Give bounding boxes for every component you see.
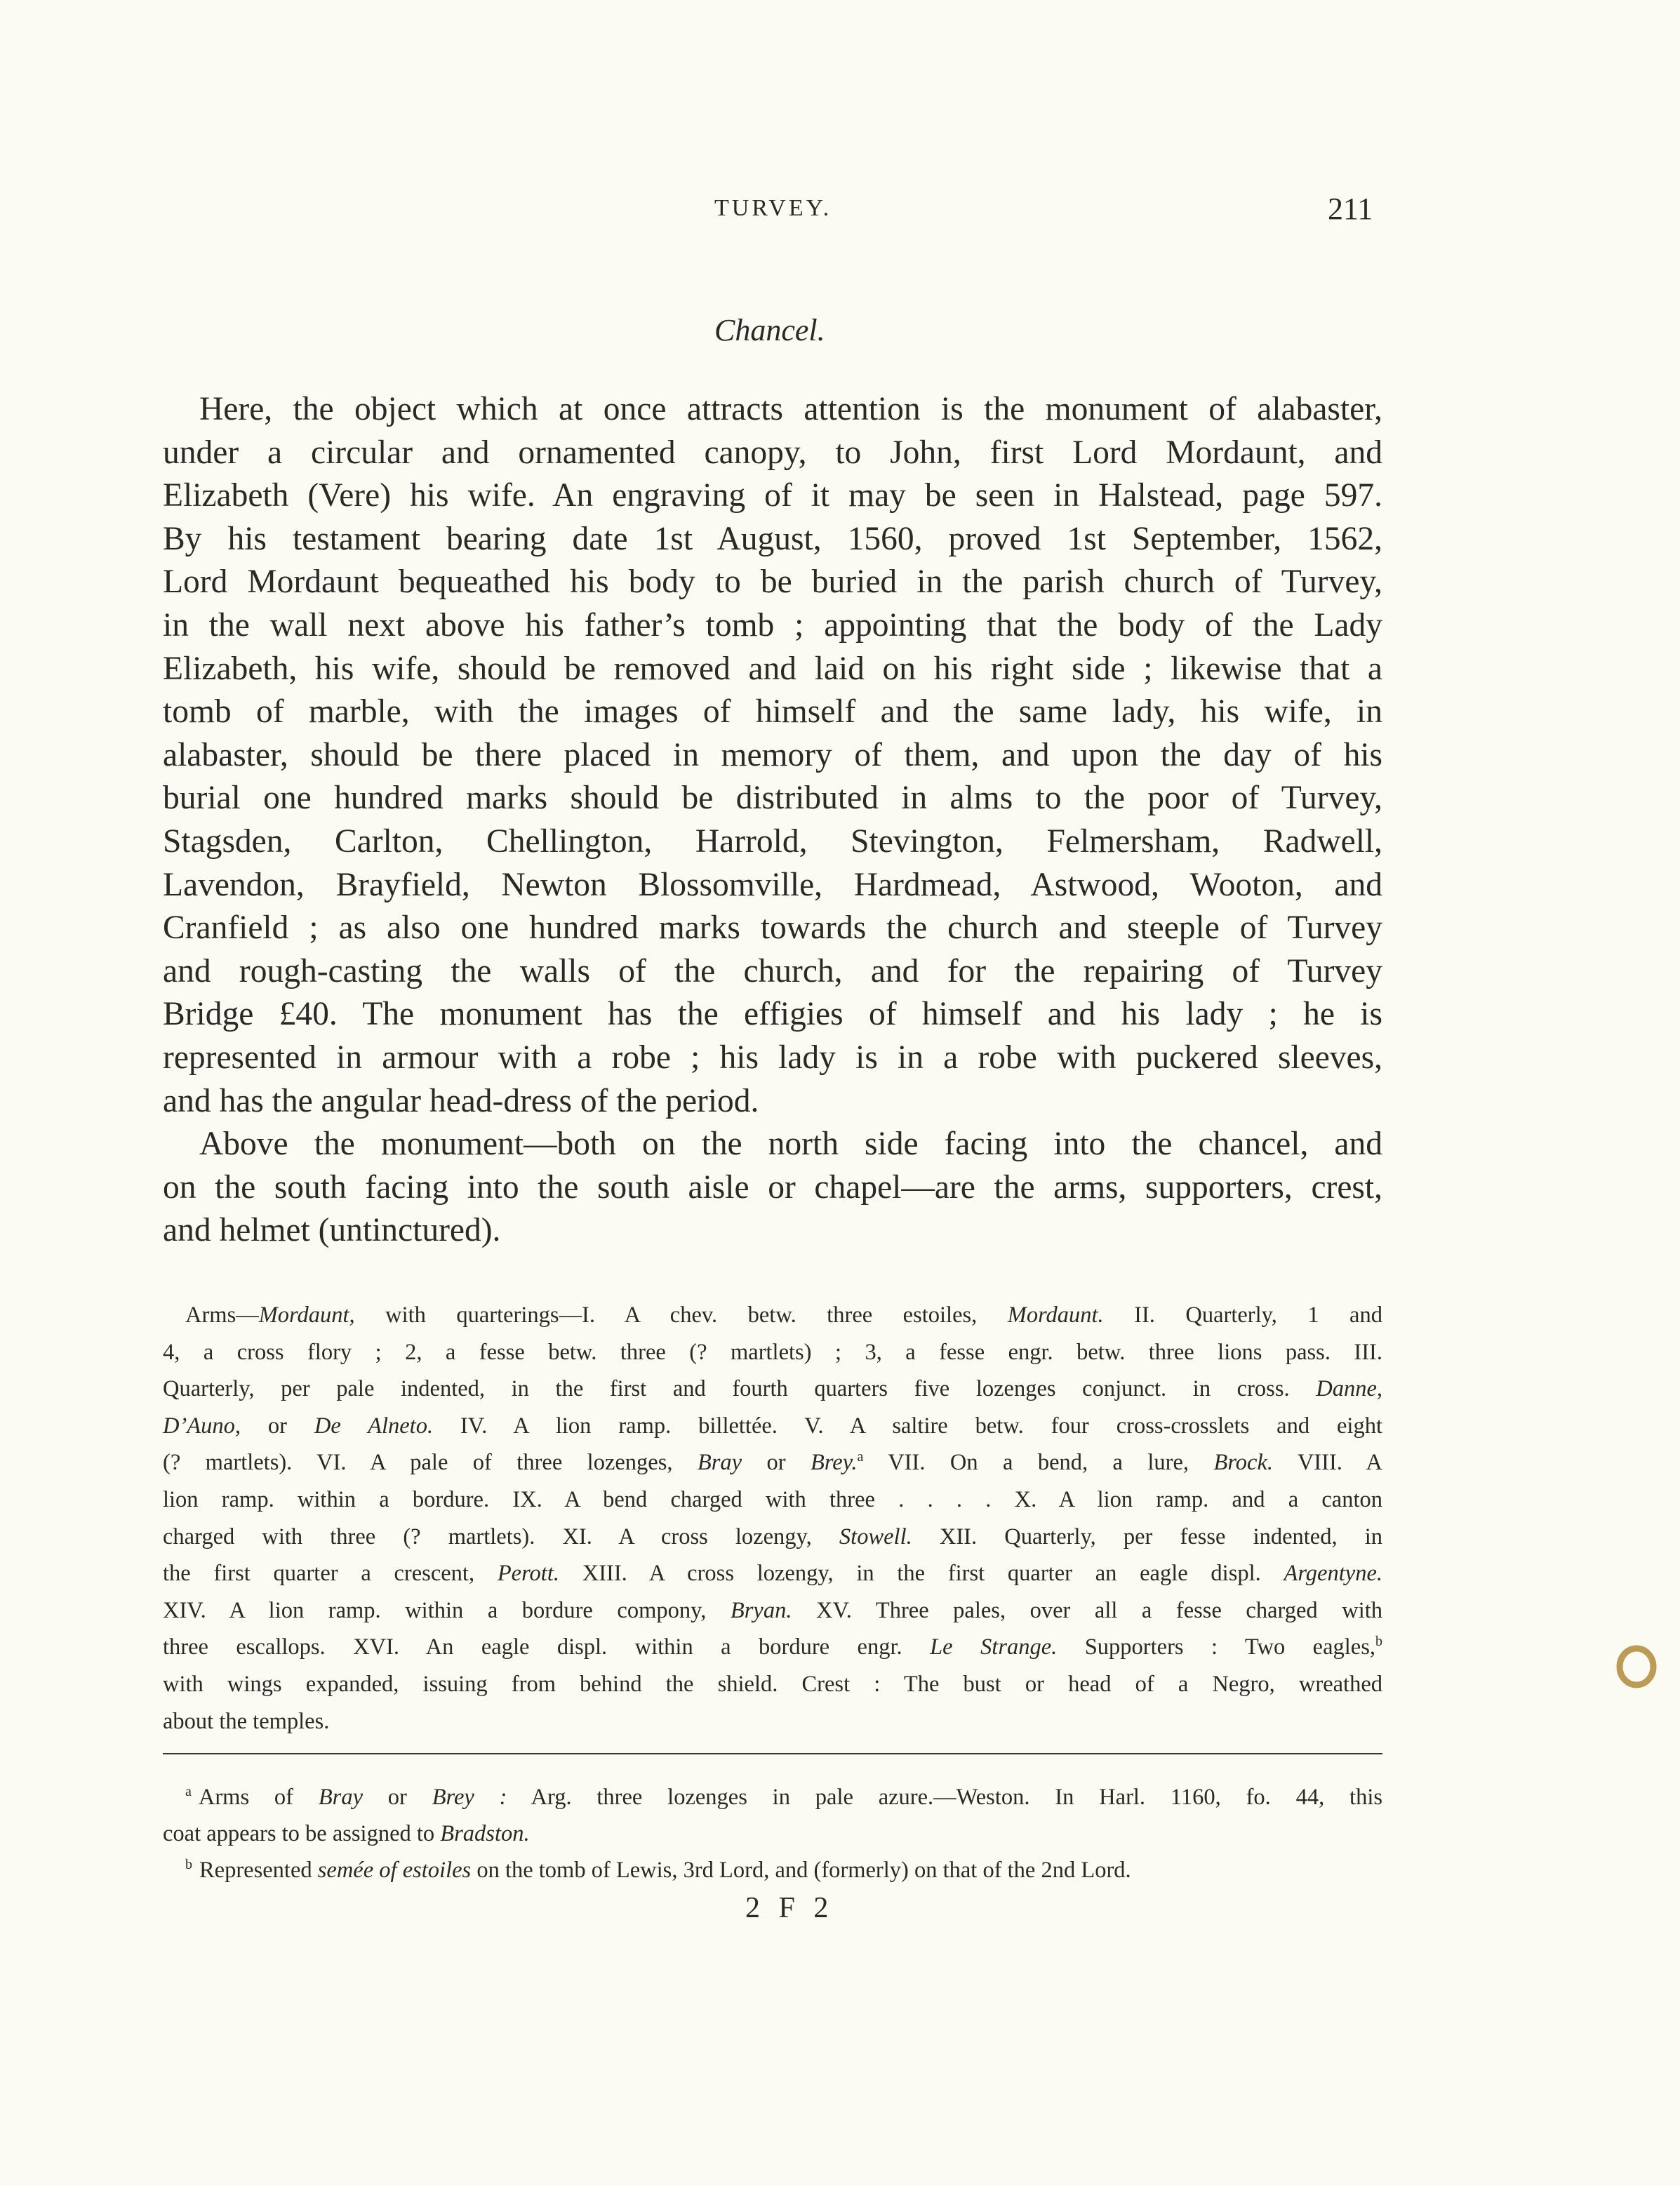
text-line: alabaster, should be there placed in memory of them, and upon the day of his: [163, 736, 1382, 773]
note-text: VIII. A: [1273, 1450, 1382, 1476]
paragraph-2: [163, 1123, 1382, 1253]
footnote-text: Arms of: [198, 1785, 319, 1810]
footnote-italic: Bradston.: [440, 1821, 530, 1846]
note-text: the first quarter a crescent,: [163, 1561, 498, 1587]
note-text: charged with three (? martlets). XI. A cross lozengy,: [163, 1524, 839, 1549]
footnote-b-line: [163, 1852, 1382, 1888]
text-line: under a circular and ornamented canopy, to John, first Lord Mordaunt, and: [163, 434, 1382, 471]
text-line: Stagsden, Carlton, Chellington, Harrold, Stevington, Felmersham, Radwell,: [163, 822, 1382, 860]
note-italic: De Alneto.: [314, 1413, 434, 1439]
text-line: on the south facing into the south aisle or chapel—are the arms, supporters, crest,: [163, 1168, 1382, 1206]
main-text: [163, 388, 1382, 1253]
text-line: Cranfield ; as also one hundred marks towards the church and steeple of Turvey: [163, 909, 1382, 947]
note-text: XIV. A lion ramp. within a bordure compony,: [163, 1597, 731, 1623]
note-italic: Stowell.: [839, 1524, 912, 1549]
signature-mark: 2 F 2: [745, 1892, 834, 1924]
text-line: and helmet (untinctured).: [163, 1212, 501, 1249]
foxing-stain: [1614, 1644, 1659, 1689]
note-text: XII. Quarterly, per fesse indented, in: [912, 1524, 1383, 1549]
text-line: Here, the object which at once attracts attention is the monument of alabaster,: [199, 391, 1382, 427]
note-line: [163, 1555, 1382, 1592]
note-line: [163, 1444, 1382, 1481]
footnote-italic: Bray: [318, 1785, 363, 1810]
page-number: 211: [1328, 192, 1373, 226]
footnote-divider: [163, 1753, 1382, 1754]
note-line: about the temples.: [163, 1708, 330, 1734]
note-italic: Bryan.: [730, 1597, 792, 1623]
section-heading: Chancel.: [714, 313, 825, 347]
footnote-a-line: [163, 1815, 1382, 1852]
text-line: represented in armour with a robe ; his lady is in a robe with puckered sleeves,: [163, 1039, 1382, 1076]
note-text: or: [742, 1450, 811, 1476]
text-line: Lord Mordaunt bequeathed his body to be buried in the parish church of Turvey,: [163, 564, 1382, 601]
note-text: Quarterly, per pale indented, in the first and fourth quarters five lozenges conjunct. in cross.: [163, 1376, 1316, 1402]
note-text: XIII. A cross lozengy, in the first quarter an eagle displ.: [559, 1561, 1284, 1587]
note-line: [163, 1519, 1382, 1556]
footnote-ref-b[interactable]: b: [1375, 1634, 1382, 1650]
text-line: in the wall next above his father’s tomb ; appointing that the body of the Lady: [163, 606, 1382, 644]
note-text: with quarterings—I. A chev. betw. three estoiles,: [354, 1302, 1008, 1328]
footnote-text: Arg. three lozenges in pale azure.—Weston. In Harl. 1160, fo. 44, this: [507, 1785, 1382, 1810]
note-italic: Argentyne.: [1284, 1561, 1382, 1587]
note-text: XV. Three pales, over all a fesse charged with: [792, 1597, 1382, 1623]
text-line: Lavendon, Brayfield, Newton Blossomville, Hardmead, Astwood, Wooton, and: [163, 866, 1382, 903]
footnote-b-mark: b: [185, 1857, 192, 1873]
note-text: (? martlets). VI. A pale of three lozenges,: [163, 1450, 698, 1476]
page-header: [0, 191, 1680, 233]
note-text: or: [241, 1413, 314, 1439]
footnote-text: on the tomb of Lewis, 3rd Lord, and (formerly) on that of the 2nd Lord.: [471, 1858, 1131, 1883]
note-line: [163, 1408, 1382, 1445]
note-italic: Danne,: [1316, 1376, 1382, 1402]
running-head: TURVEY.: [714, 195, 832, 221]
paragraph-1: [163, 388, 1382, 1123]
footnote-italic: semée of estoiles: [317, 1858, 472, 1883]
note-text: Arms—: [185, 1302, 259, 1328]
text-line: Elizabeth (Vere) his wife. An engraving of it may be seen in Halstead, page 597.: [163, 477, 1382, 514]
text-line: burial one hundred marks should be distributed in alms to the poor of Turvey,: [163, 780, 1382, 817]
note-italic: Brey.: [811, 1450, 858, 1476]
footnotes: [163, 1779, 1382, 1888]
text-line: Above the monument—both on the north side facing into the chancel, and: [199, 1126, 1382, 1163]
note-line: 4, a cross flory ; 2, a fesse betw. three (? martlets) ; 3, a fesse engr. betw. three lions pass. III.: [163, 1339, 1382, 1365]
footnote-italic: Brey :: [432, 1785, 507, 1810]
text-line: Elizabeth, his wife, should be removed and laid on his right side ; likewise that a: [163, 650, 1382, 687]
note-line: [163, 1629, 1382, 1666]
footnote-a-line: [163, 1779, 1382, 1815]
note-text: Supporters : Two eagles,: [1057, 1634, 1375, 1660]
footnote-text: coat appears to be assigned to: [163, 1821, 441, 1846]
note-line: with wings expanded, issuing from behind the shield. Crest : The bust or head of a Negro, wreathed: [163, 1671, 1382, 1697]
footnote-text: Represented: [199, 1858, 318, 1883]
footnote-a-mark: a: [185, 1784, 192, 1800]
note-line: lion ramp. within a bordure. IX. A bend charged with three . . . . X. A lion ramp. and a canton: [163, 1486, 1382, 1512]
footnote-text: or: [363, 1785, 432, 1810]
arms-note: [163, 1297, 1382, 1740]
note-text: IV. A lion ramp. billettée. V. A saltire betw. four cross-crosslets and eight: [433, 1413, 1382, 1439]
note-italic: Mordaunt.: [1007, 1302, 1104, 1328]
footnote-ref-a[interactable]: a: [857, 1449, 864, 1465]
note-text: three escallops. XVI. An eagle displ. within a bordure engr.: [163, 1634, 931, 1660]
note-text: VII. On a bend, a lure,: [863, 1450, 1214, 1476]
note-text: II. Quarterly, 1 and: [1103, 1302, 1382, 1328]
note-line: [163, 1592, 1382, 1629]
text-line: and rough-casting the walls of the church, and for the repairing of Turvey: [163, 952, 1382, 989]
text-line: tomb of marble, with the images of himself and the same lady, his wife, in: [163, 693, 1382, 731]
text-line: Bridge £40. The monument has the effigies of himself and his lady ; he is: [163, 996, 1382, 1033]
text-line: By his testament bearing date 1st August, 1560, proved 1st September, 1562,: [163, 520, 1382, 557]
note-line: [163, 1297, 1382, 1334]
note-italic: Bray: [697, 1450, 742, 1476]
note-italic: Perott.: [497, 1561, 559, 1587]
text-line: and has the angular head-dress of the period.: [163, 1082, 759, 1119]
note-line: [163, 1371, 1382, 1408]
note-italic: Le Strange.: [930, 1634, 1058, 1660]
note-italic: Mordaunt,: [258, 1302, 355, 1328]
note-italic: D’Auno,: [163, 1413, 241, 1439]
note-italic: Brock.: [1213, 1450, 1273, 1476]
